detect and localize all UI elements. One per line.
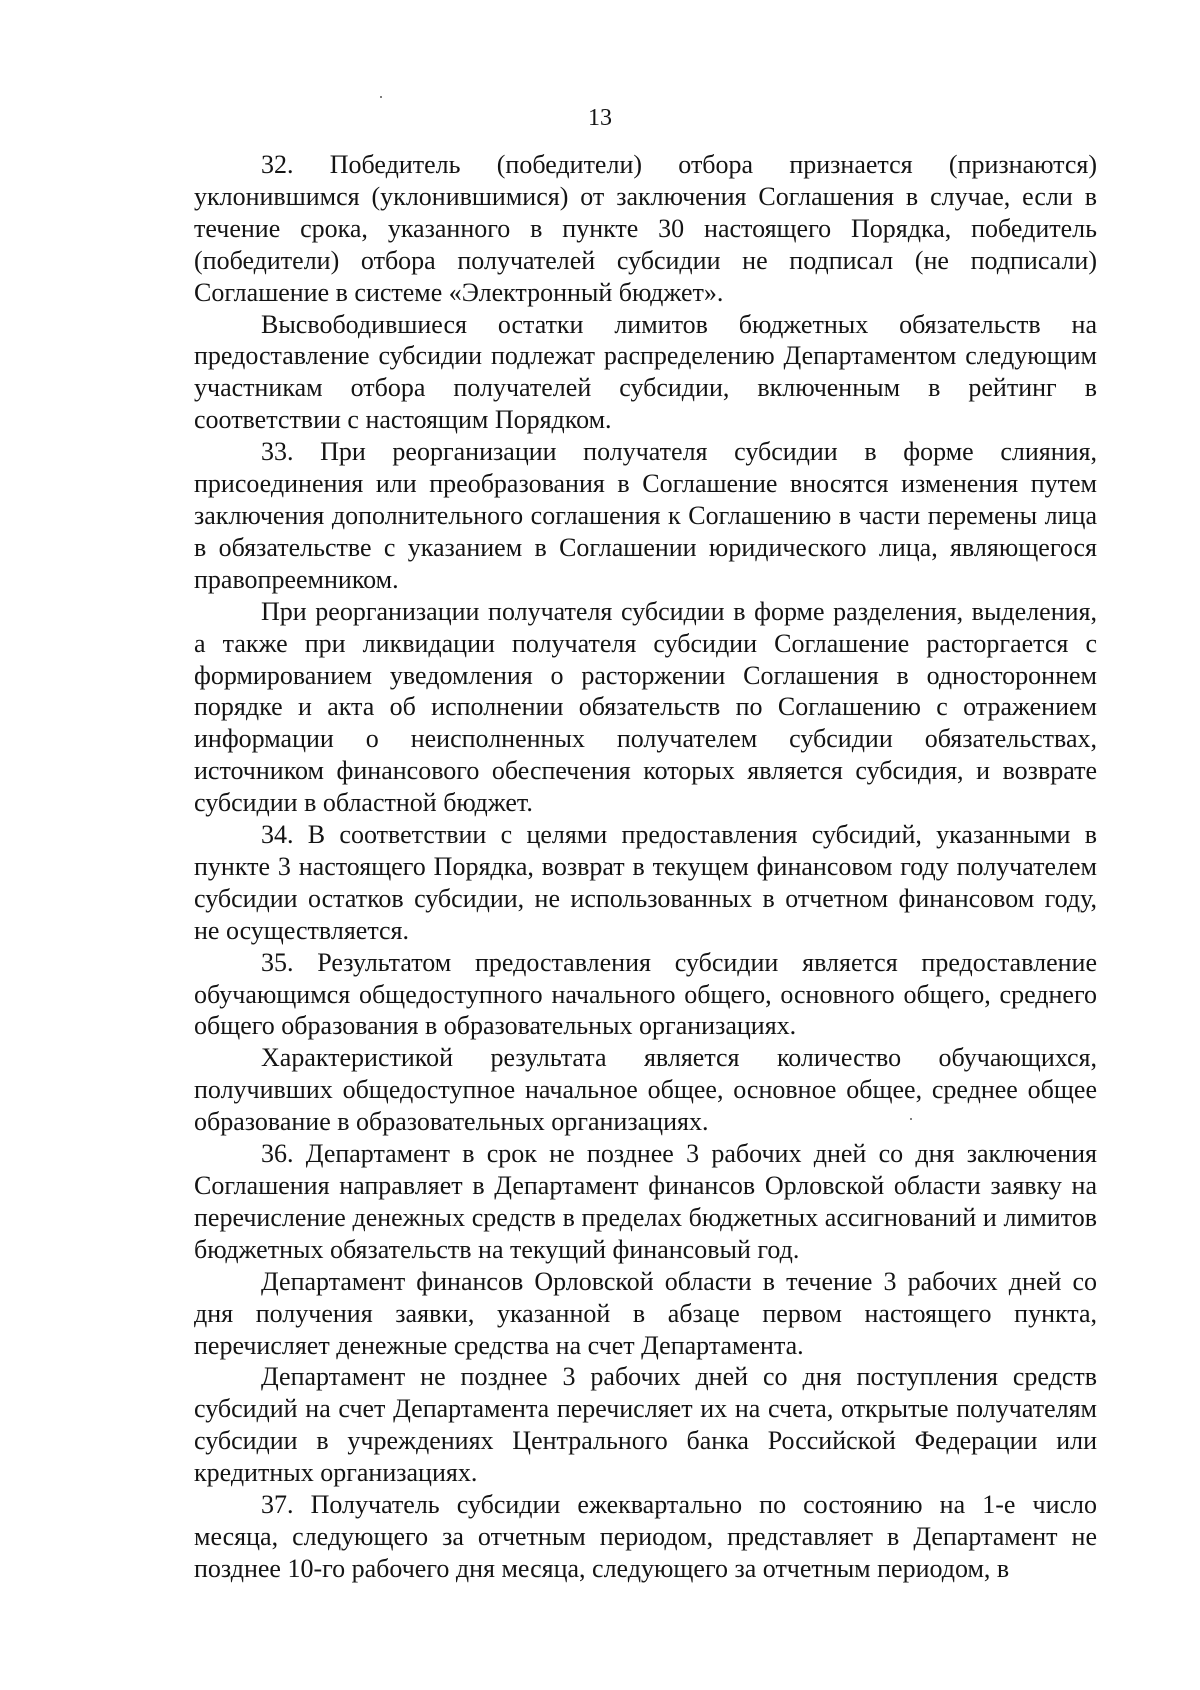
page-number: 13 [588,105,612,131]
paragraph-35-characteristic: Характеристикой результата является количество обучающихся, получивших общедоступное начальное общее, основное общее, среднее общее образование в образовательных организациях. [194,1043,1097,1137]
document-body [194,149,1097,1585]
paragraph-32: 32. Победитель (победители) отбора признается (признаются) уклонившимся (уклонившимися) от заключения Соглашения в случае, если в течение срока, указанного в пункте 30 настоящего Порядка, победитель (победители) отбора получателей субсидии не подписал (не подписали) Соглашение в системе «Электронный бюджет». [194,150,1097,307]
paragraph-32-remaining-limits: Высвободившиеся остатки лимитов бюджетных обязательств на предоставление субсидии подлежат распределению Департаментом следующим участникам отбора получателей субсидии, включенным в рейтинг в соответствии с настоящим Порядком. [194,309,1097,435]
paragraph-36-finance-department: Департамент финансов Орловской области в течение 3 рабочих дней со дня получения заявки, указанной в абзаце первом настоящего пункта, перечисляет денежные средства на счет Департамента. [194,1266,1097,1360]
paragraph-35: 35. Результатом предоставления субсидии является предоставление обучающимся общедоступного начального общего, основного общего, среднего общего образования в образовательных организациях. [194,947,1097,1041]
scan-speck [380,96,382,98]
paragraph-36-transfer: Департамент не позднее 3 рабочих дней со дня поступления средств субсидий на счет Департамента перечисляет их на счета, открытые получателям субсидии в учреждениях Центрального банка Российской Федерации или кредитных организациях. [194,1362,1097,1488]
paragraph-33-division: При реорганизации получателя субсидии в форме разделения, выделения, а также при ликвидации получателя субсидии Соглашение расторгается с формированием уведомления о расторжении Соглашения в одностороннем порядке и акта об исполнении обязательств по Соглашению с отражением информации о неисполненных получателем субсидии обязательствах, источником финансового обеспечения которых является субсидия, и возврате субсидии в областной бюджет. [194,596,1097,818]
paragraph-37: 37. Получатель субсидии ежеквартально по состоянию на 1-е число месяца, следующего за отчетным периодом, представляет в Департамент не позднее 10-го рабочего дня месяца, следующего за отчетным периодом, в [194,1490,1097,1583]
paragraph-36: 36. Департамент в срок не позднее 3 рабочих дней со дня заключения Соглашения направляет в Департамент финансов Орловской области заявку на перечисление денежных средств в пределах бюджетных ассигнований и лимитов бюджетных обязательств на текущий финансовый год. [194,1139,1097,1264]
paragraph-33: 33. При реорганизации получателя субсидии в форме слияния, присоединения или преобразования в Соглашение вносятся изменения путем заключения дополнительного соглашения к Соглашению в части перемены лица в обязательстве с указанием в Соглашении юридического лица, являющегося правопреемником. [194,437,1097,594]
paragraph-34: 34. В соответствии с целями предоставления субсидий, указанными в пункте 3 настоящего Порядка, возврат в текущем финансовом году получателем субсидии остатков субсидии, не использованных в отчетном финансовом году, не осуществляется. [194,820,1097,945]
